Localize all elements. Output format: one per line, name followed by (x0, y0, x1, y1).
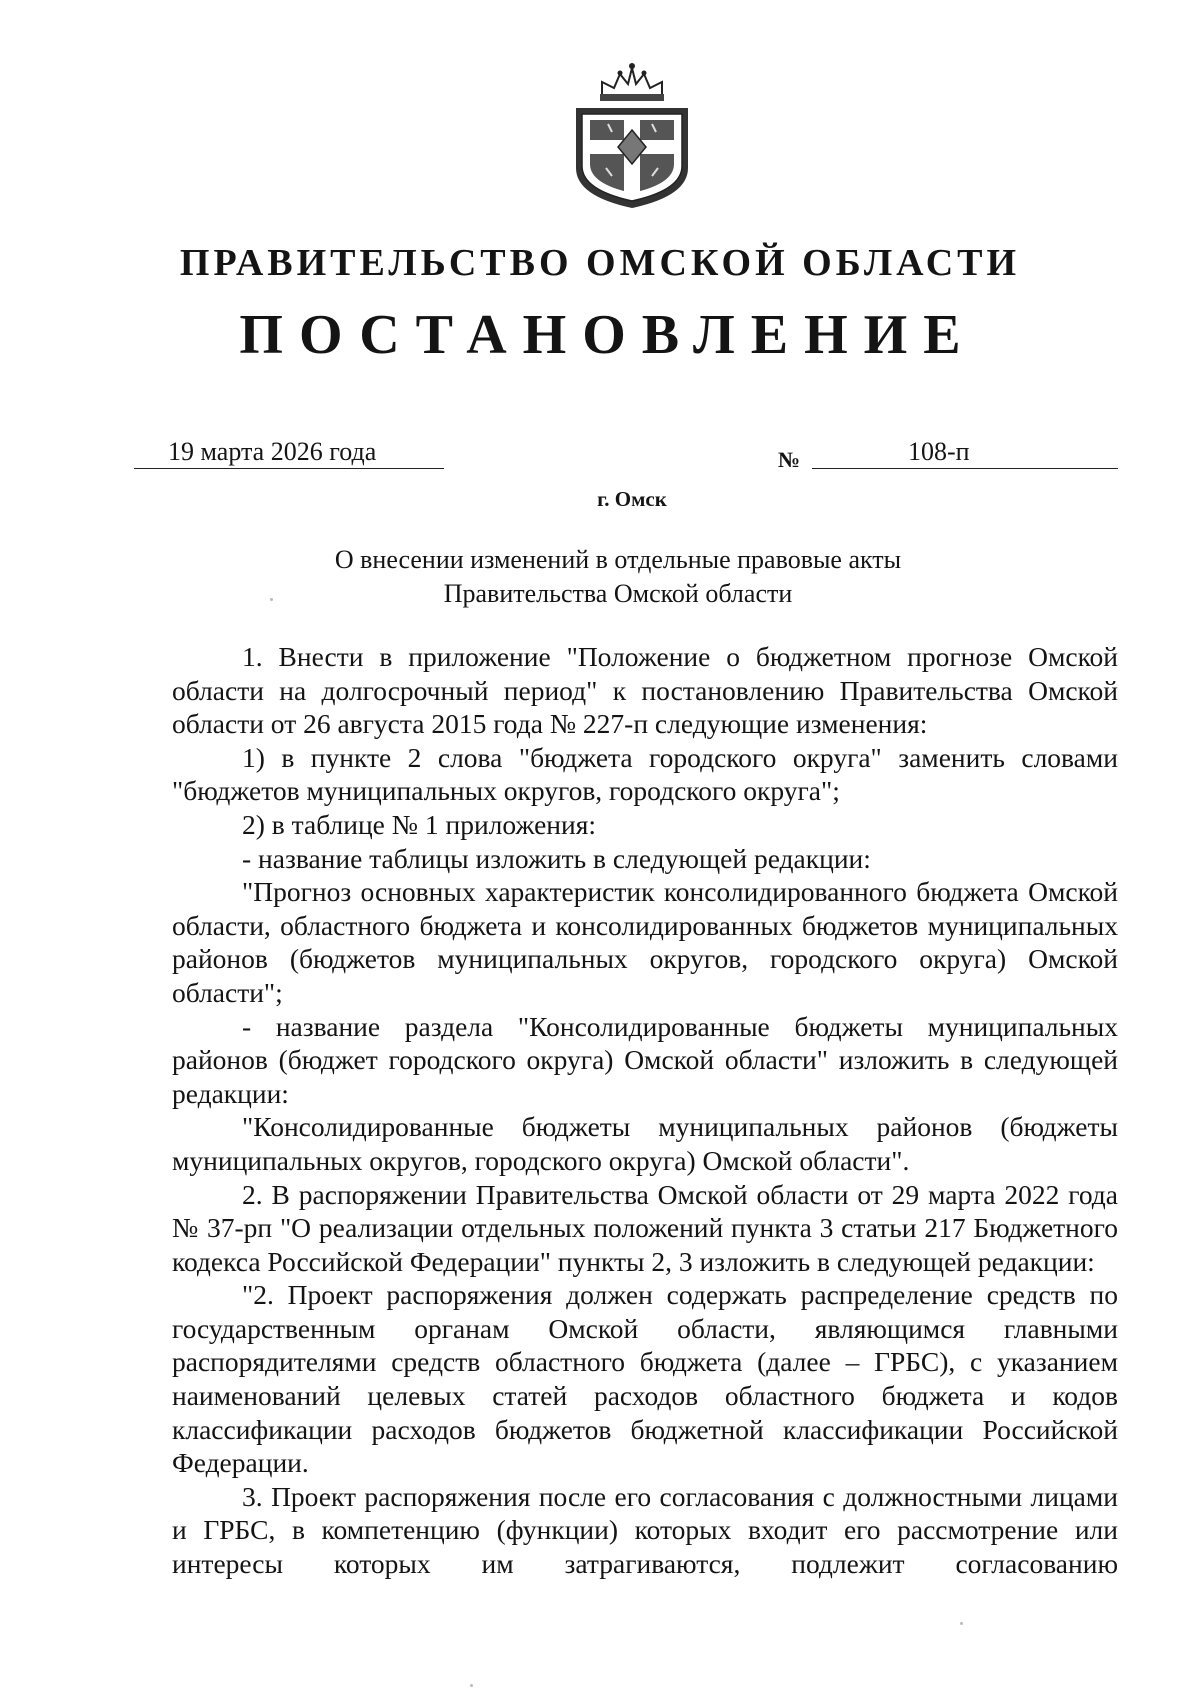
paragraph-4: - название таблицы изложить в следующей редакции: (242, 842, 871, 874)
paragraph-7: "Консолидированные бюджеты муниципальных районов (бюджеты муниципальных округов, городского округа) Омской области". (172, 1111, 1118, 1176)
paragraph-3: 2) в таблице № 1 приложения: (242, 808, 597, 840)
document-title-line-1: О внесении изменений в отдельные правовые акты (334, 545, 902, 574)
scan-artifact (470, 1684, 473, 1687)
paragraph-10: 3. Проект распоряжения после его согласования с должностными лицами и ГРБС, в компетенцию (функции) которых входит его рассмотрение или интересы которых им затрагиваются, подлежит согласованию (172, 1480, 1118, 1580)
coat-of-arms-icon (568, 56, 696, 212)
act-date-field (134, 436, 444, 469)
paragraph-8: 2. В распоряжении Правительства Омской области от 29 марта 2022 года № 37-рп "О реализации отдельных положений пункта 3 статьи 217 Бюджетного кодекса Российской Федерации" пункты 2, 3 изложить в следующей редакции: (172, 1178, 1118, 1277)
act-number-field (812, 436, 1118, 469)
document-body (172, 640, 1118, 1581)
scan-artifact (960, 1622, 963, 1625)
paragraph-1: 1. Внести в приложение "Положение о бюджетном прогнозе Омской области на долгосрочный период" к постановлению Правительства Омской области от 26 августа 2015 года № 227-п следующие изменения: (172, 641, 1118, 740)
document-title-line-2: Правительства Омской области (443, 579, 793, 608)
act-date: 19 марта 2026 года (168, 437, 377, 466)
city: г. Омск (597, 487, 667, 511)
document-title (0, 543, 1200, 611)
scan-artifact (270, 598, 273, 601)
act-number: 108-п (908, 437, 970, 466)
paragraph-5: "Прогноз основных характеристик консолидированного бюджета Омской области, областного бюджета и консолидированных бюджетов муниципальных районов (бюджетов муниципальных округов, городского округа) Омской области"; (172, 876, 1118, 1008)
act-type-title: ПОСТАНОВЛЕНИЕ (239, 304, 977, 366)
paragraph-2: 1) в пункте 2 слова "бюджета городского округа" заменить словами "бюджетов муниципальных округов, городского округа"; (172, 741, 1118, 807)
government-title: ПРАВИТЕЛЬСТВО ОМСКОЙ ОБЛАСТИ (179, 242, 1021, 284)
paragraph-9: "2. Проект распоряжения должен содержать распределение средств по государственным органам Омской области, являющимся главными распорядителями средств областного бюджета (далее – ГРБС), с указанием наименований целевых статей расходов областного бюджета и кодов классификации расходов бюджетов бюджетной классификации Российской Федерации. (172, 1279, 1118, 1479)
paragraph-6: - название раздела "Консолидированные бюджеты муниципальных районов (бюджет городского округа) Омской области" изложить в следующей редакции: (172, 1010, 1118, 1109)
number-sign: № (778, 447, 801, 472)
